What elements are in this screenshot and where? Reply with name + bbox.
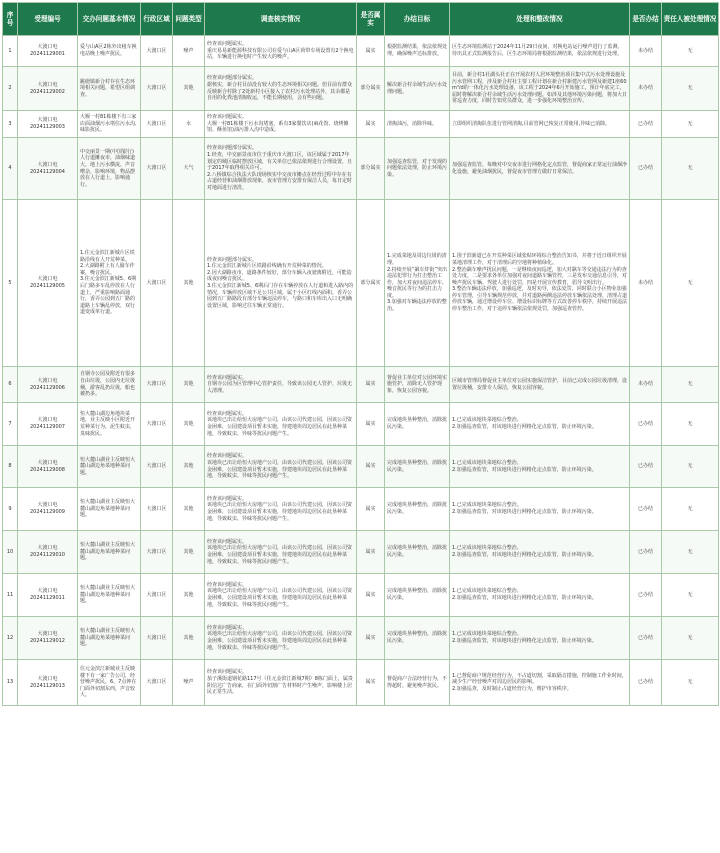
cell-code: 大渡口电 20241129004	[18, 138, 78, 200]
cell-survey: 经查该问题属实。 该地块已出让给恒大房地产公司，由该公司代建公园，因该公司资金困难，公园建设项目暂未实施，待建地块周边居民在此垦种菜地，导致蚊虫、异味等扰民问题产生。	[205, 446, 357, 488]
cell-handling: 加强巡查监管，每晚对中交夜市进行网格化定点监管，督促商家正常运行油烟净化设施，避免油烟扰民，督促夜市管理方做好日常保洁。	[450, 138, 630, 200]
cell-true: 属实	[357, 36, 385, 67]
cell-district: 大渡口区	[141, 531, 173, 574]
cell-code: 大渡口电 20241129013	[18, 660, 78, 706]
cell-code: 大渡口电 20241129006	[18, 367, 78, 403]
table-row	[3, 367, 719, 403]
cell-type: 噪声	[173, 660, 205, 706]
cell-seq: 10	[3, 531, 18, 574]
cell-survey: 经查该问题属实。 该地块已出让给恒大房地产公司，由该公司代建公园，因该公司资金困难，公园建设项目暂未实施，待建地块周边居民在此垦种菜地，导致蚊虫、异味等扰民问题产生。	[205, 617, 357, 660]
cell-handling: 1.围于滨新道已在开荒种菜区域张贴环境综合整治告知书，并将于近日组织开展菜地清理工作，对于清理后的空地将种植绿化。 2.整治飙车噪声扰民问题，一是继续夜间巡逻，加大对飙车等交通违法行为的查处力度，二是要求各单位加强对夜间道路车辆管控，三是发布交通信息引导，对噪声扰民车辆、驾驶人进行处罚，四是开展宣传教育，倡导文明出行。 3.整治车辆违法停放，加强巡逻，及时劝导，依法处罚，同时联合小区物业加强停车管理，引导车辆规范停放，并对道路两侧违法停放车辆依法处理，清理占道停放车辆，通过增设停车位、增设标识标牌等方式改善停车秩序，持续开展违法停车整治工作，对于违停车辆依法依规处罚，加强巡查管控。	[450, 200, 630, 367]
header-survey: 调查核实情况	[205, 3, 357, 36]
cell-handling: 立即组织清掏队伍进行管网清掏,目前管网已恢复正常使用,异味已消除。	[450, 111, 630, 138]
cell-done: 已办结	[630, 488, 662, 531]
header-row	[3, 3, 719, 36]
cell-true: 属实	[357, 617, 385, 660]
cell-handling: 1.已督促商户规范经营行为，不占道切割，采取隔音措施，控制施工作业时间，减少生产经营噪声对周边居民的影响。 2.加强巡查，及时制止占道经营行为，维护市容秩序。	[450, 660, 630, 706]
cell-seq: 13	[3, 660, 18, 706]
header-type: 问题类型	[173, 3, 205, 36]
cell-survey: 经查该问题部分属实。 1.经查，中交丽景夜市位于重庆市大渡口区，该区域属于2017年划定的城区临时摆放区域，有关单位已依法依规进行合理设置，且于2017年取得相关许可。 2.八桥镇综合执法大队现场核实中交夜市摊点在经营过程中存在有占道经营和油烟排放现象，夜市管理方安排有保洁人员，每日定时对地面进行清洗。	[205, 138, 357, 200]
cell-survey: 经查该问题属实。 该地块已出让给恒大房地产公司，由该公司代建公园，因该公司资金困难，公园建设项目暂未实施，待建地块周边居民在此垦种菜地，导致蚊虫、异味等扰民问题产生。	[205, 403, 357, 446]
cell-handling: 目前，新合村1社湖头社正在开展农村人居环境整治项目集中式污水处理设施及污水管网工程，涉及新合村社主要工程计划在新合村新建污水管网及新建1座60m³/d的一体化污水处理设备，该工程于2024年6月开始施工，预计年底完工，届时将解决新合村余域生活污水处理问题。如涉及其他环境污染问题，将加大日常巡查力度，同时告知党员群众，进一步强化环境整治宣传。	[450, 67, 630, 111]
cell-true: 部分属实	[357, 200, 385, 367]
table-row	[3, 67, 719, 111]
cell-basic: 中交丽景一期(中国银行)人行道摊夜市，油烟味道大，地上污水横流，声音嘈杂，影响环境，物品摆放在人行道上，影响通行。	[78, 138, 141, 200]
cell-code: 大渡口电 20241129008	[18, 446, 78, 488]
cell-district: 大渡口区	[141, 660, 173, 706]
header-handling: 处理和整改情况	[450, 3, 630, 36]
cell-code: 大渡口电 20241129005	[18, 200, 78, 367]
cell-seq: 5	[3, 200, 18, 367]
cell-type: 其他	[173, 446, 205, 488]
cell-type: 其他	[173, 531, 205, 574]
cell-true: 属实	[357, 488, 385, 531]
issue-table	[2, 2, 719, 706]
cell-goal: 完成地块垦种整治，消除扰民污染。	[385, 403, 450, 446]
cell-code: 大渡口电 20241129002	[18, 67, 78, 111]
header-goal: 办结目标	[385, 3, 450, 36]
cell-resp: 无	[662, 617, 719, 660]
cell-type: 其他	[173, 200, 205, 367]
cell-goal: 加强巡查监管，对于发现的问题依法处理，防止环境污染。	[385, 138, 450, 200]
header-code: 受理编号	[18, 3, 78, 36]
table-row	[3, 660, 719, 706]
cell-true: 属实	[357, 660, 385, 706]
cell-type: 水	[173, 111, 205, 138]
cell-district: 大渡口区	[141, 403, 173, 446]
cell-code: 大渡口电 20241129012	[18, 617, 78, 660]
cell-seq: 6	[3, 367, 18, 403]
cell-resp: 无	[662, 36, 719, 67]
table-row	[3, 138, 719, 200]
cell-basic: 爱与山A区2栋外出租车换电站晚上噪声扰民。	[78, 36, 141, 67]
cell-true: 属实	[357, 111, 385, 138]
cell-basic: 恒大麓山湖业主反映恒大麓山湖边角菜地种菜问题。	[78, 446, 141, 488]
cell-seq: 11	[3, 574, 18, 617]
cell-true: 属实	[357, 531, 385, 574]
cell-district: 大渡口区	[141, 36, 173, 67]
cell-done: 已办结	[630, 574, 662, 617]
cell-district: 大渡口区	[141, 111, 173, 138]
cell-handling: 1.已完成该地块菜地综合整治。 2.加强巡查监管，对该地块进行网格化定点监管，防止环境污染。	[450, 531, 630, 574]
cell-basic: 跳磴镇新合村存在生态环境相关问题，希望区组调查。	[78, 67, 141, 111]
cell-district: 大渡口区	[141, 574, 173, 617]
cell-goal: 完成地块垦种整治，消除扰民污染。	[385, 574, 450, 617]
cell-resp: 无	[662, 367, 719, 403]
cell-goal: 督促商户合法经营行为，不得超时，避免噪声扰民。	[385, 660, 450, 706]
table-row	[3, 531, 719, 574]
cell-true: 属实	[357, 446, 385, 488]
cell-goal: 完成地块垦种整治，消除扰民污染。	[385, 531, 450, 574]
cell-type: 大气	[173, 138, 205, 200]
cell-basic: 自钢寺公园及附近有很多自由垃圾，公园内无垃圾桶，游客乱扔垃圾，船也被扔多。	[78, 367, 141, 403]
cell-done: 已办结	[630, 617, 662, 660]
cell-done: 已办结	[630, 111, 662, 138]
cell-survey: 经查该问题属实。 茄子溪街道钢花路117号（住元金滨江新城7期）8栋门面上，属贵阳信达广告商家，在门面外切割广告材料时产生噪声，影响楼上居民正常生活。	[205, 660, 357, 706]
cell-seq: 12	[3, 617, 18, 660]
cell-survey: 经查该问题部分属实。 据核实，新合村目前没有较大的生态环境相关问题。但目前有群众反映新合村除了2处新村小区接入了农村污水处理站外，其余都是自用的化粪池清掏收运，不能长期使用，会有些问题。	[205, 67, 357, 111]
cell-type: 其他	[173, 67, 205, 111]
cell-handling: 1.已完成该地块菜地综合整治。 2.加强巡查监管，对该地块进行网格化定点监管，防止环境污染。	[450, 446, 630, 488]
cell-done: 已办结	[630, 403, 662, 446]
cell-goal: 督促业主单位对公园环境实施管护，消除无人管护现象，恢复公园容貌。	[385, 367, 450, 403]
cell-seq: 1	[3, 36, 18, 67]
cell-goal: 清掏油污，消除异味。	[385, 111, 450, 138]
cell-code: 大渡口电 20241129007	[18, 403, 78, 446]
cell-code: 大渡口电 20241129011	[18, 574, 78, 617]
cell-survey: 经查该问题部分属实。 1.住元金滨江新城片区铁路沿线确有开荒种菜的情况。 2.因大湖路夜市，道路条件较好，部分车辆入夜驶离附近，可能造成夜间噪音扰民。 3.住元金滨江新城5、6期后门存在车辆停放在人行道和进入路内的情况，车辆停放区域不足公共区域，属于小区红线内面积。香弄公园到五厂路路段有部分车辆违法停车，与路口和车库出入口无明确设置区域，影响过往车辆正常通行。	[205, 200, 357, 367]
cell-done: 已办结	[630, 660, 662, 706]
header-district: 行政区域	[141, 3, 173, 36]
cell-done: 已办结	[630, 138, 662, 200]
cell-goal: 完成地块垦种整治，消除扰民污染。	[385, 446, 450, 488]
cell-handling: 1.已完成该地块菜地综合整治。 2.加强巡查监管，对该地块进行网格化定点监管，防止环境污染。	[450, 617, 630, 660]
cell-district: 大渡口区	[141, 488, 173, 531]
cell-true: 部分属实	[357, 67, 385, 111]
cell-done: 已办结	[630, 446, 662, 488]
cell-handling: 区城市管理局督促业主单位对公园实施保洁管护，目前已完成公园垃圾清理，设置垃圾桶，安排专人保洁，恢复公园容貌。	[450, 367, 630, 403]
cell-basic: 恒大麓山湖业主反映恒大麓山湖边角菜地种菜问题。	[78, 488, 141, 531]
cell-resp: 无	[662, 200, 719, 367]
cell-resp: 无	[662, 488, 719, 531]
cell-resp: 无	[662, 138, 719, 200]
cell-seq: 7	[3, 403, 18, 446]
cell-resp: 无	[662, 446, 719, 488]
cell-survey: 经查该问题属实。 该地块已出让给恒大房地产公司，由该公司代建公园，因该公司资金困难，公园建设项目暂未实施，待建地块周边居民在此垦种菜地，导致蚊虫、异味等扰民问题产生。	[205, 574, 357, 617]
cell-done: 未办结	[630, 36, 662, 67]
cell-basic: 恒大麓山湖业主反映恒大麓山湖边角菜地种菜问题。	[78, 531, 141, 574]
cell-seq: 8	[3, 446, 18, 488]
cell-resp: 无	[662, 574, 719, 617]
cell-basic: 大堰一村81栋楼下有三家店面油烟污水堵住污水沟,味影扰民。	[78, 111, 141, 138]
cell-goal: 完成地块垦种整治，消除扰民污染。	[385, 488, 450, 531]
cell-seq: 9	[3, 488, 18, 531]
header-done: 是否办结	[630, 3, 662, 36]
cell-done: 未办结	[630, 67, 662, 111]
cell-basic: 恒大麓山湖边角地块菜地，业主反映小区附近开荒种菜行为，泥生蚊虫，臭味扰民。	[78, 403, 141, 446]
cell-district: 大渡口区	[141, 617, 173, 660]
cell-handling: 1.已完成该地块菜地综合整治。 2.加强巡查监管，对该地块进行网格化定点监管，防止环境污染。	[450, 574, 630, 617]
page	[2, 2, 718, 706]
cell-basic: 住元金滨江新城业主反映楼下有一家广告公司，经营噪声扰民，6、7点钟在门面外切割东西，声音较大。	[78, 660, 141, 706]
header-basic: 交办问题基本情况	[78, 3, 141, 36]
cell-resp: 无	[662, 531, 719, 574]
cell-seq: 4	[3, 138, 18, 200]
cell-basic: 恒大麓山湖业主反映恒大麓山湖边角菜地种菜问题。	[78, 617, 141, 660]
table-row	[3, 446, 719, 488]
cell-goal: 解决新合村余域生活污水处理问题。	[385, 67, 450, 111]
cell-code: 大渡口电 20241129001	[18, 36, 78, 67]
cell-district: 大渡口区	[141, 138, 173, 200]
table-row	[3, 111, 719, 138]
cell-type: 其他	[173, 403, 205, 446]
table-row	[3, 403, 719, 446]
cell-seq: 2	[3, 67, 18, 111]
cell-handling: 区生态环境监测站于2024年11月29日夜间，对换电站运行噪声进行了监测。待出具正式监测报告后，区生态环境局将根据监测结果，依法依规进行处理。	[450, 36, 630, 67]
cell-goal: 1.完成菜地及周边垃圾的清理。 2.持续开展“飙车炸街”突出违法犯罪行为打击整治工作，加大对夜间违法停车、噪音扰民等行为的打击力度。 3.加强对车辆违法停放的整治。	[385, 200, 450, 367]
table-row	[3, 617, 719, 660]
cell-survey: 经查该问题属实。 该地块已出让给恒大房地产公司，由该公司代建公园，因该公司资金困难，公园建设项目暂未实施，待建地块周边居民在此垦种菜地，导致蚊虫、异味等扰民问题产生。	[205, 531, 357, 574]
cell-survey: 经查该问题属实。 重庆易易新能源科技有限公司在爱与山A区荷带车场设置有2个换电站，车辆进行换电时产生较大的噪声。	[205, 36, 357, 67]
cell-survey: 经查该问题属实。 大堰一村81栋楼下污水沟堵塞，系有3家餐饮店(麻花馆、烧烤摊馆、酥鱼馆)油污排入沟中造成。	[205, 111, 357, 138]
cell-resp: 无	[662, 67, 719, 111]
cell-type: 噪声	[173, 36, 205, 67]
cell-goal: 完成地块垦种整治，消除扰民污染。	[385, 617, 450, 660]
cell-goal: 根据监测结果，依法依规处理，确保噪声达标排放。	[385, 36, 450, 67]
table-row	[3, 574, 719, 617]
cell-code: 大渡口电 20241129010	[18, 531, 78, 574]
table-row	[3, 36, 719, 67]
cell-district: 大渡口区	[141, 446, 173, 488]
cell-resp: 无	[662, 111, 719, 138]
cell-type: 其他	[173, 617, 205, 660]
cell-true: 属实	[357, 574, 385, 617]
cell-type: 其他	[173, 488, 205, 531]
cell-survey: 经查该问题属实。 该地块已出让给恒大房地产公司，由该公司代建公园，因该公司资金困难，公园建设项目暂未实施，待建地块周边居民在此垦种菜地，导致蚊虫、异味等扰民问题产生。	[205, 488, 357, 531]
table-body	[3, 36, 719, 706]
cell-basic: 恒大麓山湖业主反映恒大麓山湖边角菜地种菜问题。	[78, 574, 141, 617]
cell-resp: 无	[662, 403, 719, 446]
cell-true: 属实	[357, 403, 385, 446]
cell-done: 未办结	[630, 200, 662, 367]
cell-district: 大渡口区	[141, 67, 173, 111]
cell-type: 其他	[173, 367, 205, 403]
cell-done: 已办结	[630, 531, 662, 574]
cell-resp: 无	[662, 660, 719, 706]
header-seq: 序号	[3, 3, 18, 36]
table-row	[3, 200, 719, 367]
cell-district: 大渡口区	[141, 367, 173, 403]
cell-survey: 经查该问题属实。 自钢寺公园为区管理中心管护责任，导致该公园无人管护，垃圾无人清理。	[205, 367, 357, 403]
cell-true: 部分属实	[357, 138, 385, 200]
cell-handling: 1.已完成该地块菜地综合整治。 2.加强巡查监管，对该地块进行网格化定点监管，防止环境污染。	[450, 488, 630, 531]
cell-true: 属实	[357, 367, 385, 403]
cell-code: 大渡口电 20241129009	[18, 488, 78, 531]
cell-code: 大渡口电 20241129003	[18, 111, 78, 138]
table-row	[3, 488, 719, 531]
header-true: 是否属实	[357, 3, 385, 36]
cell-basic: 1.住元金滨江新城片区铁路沿线有人开荒种菜。 2.大湖路附上有人偷车作案，噪音扰民。 3.住元金滨江新城5、6期后门路多车乱停放在人行道上，严重影响路面通行，香弄公园到五厂路的道路上车辆乱停放，双行道变成单行道。	[78, 200, 141, 367]
header-resp: 责任人被处理情况	[662, 3, 719, 36]
cell-handling: 1.已完成该地块菜地综合整治。 2.加强巡查监管，对该地块进行网格化定点监管，防止环境污染。	[450, 403, 630, 446]
cell-type: 其他	[173, 574, 205, 617]
cell-done: 未办结	[630, 367, 662, 403]
cell-seq: 3	[3, 111, 18, 138]
cell-district: 大渡口区	[141, 200, 173, 367]
